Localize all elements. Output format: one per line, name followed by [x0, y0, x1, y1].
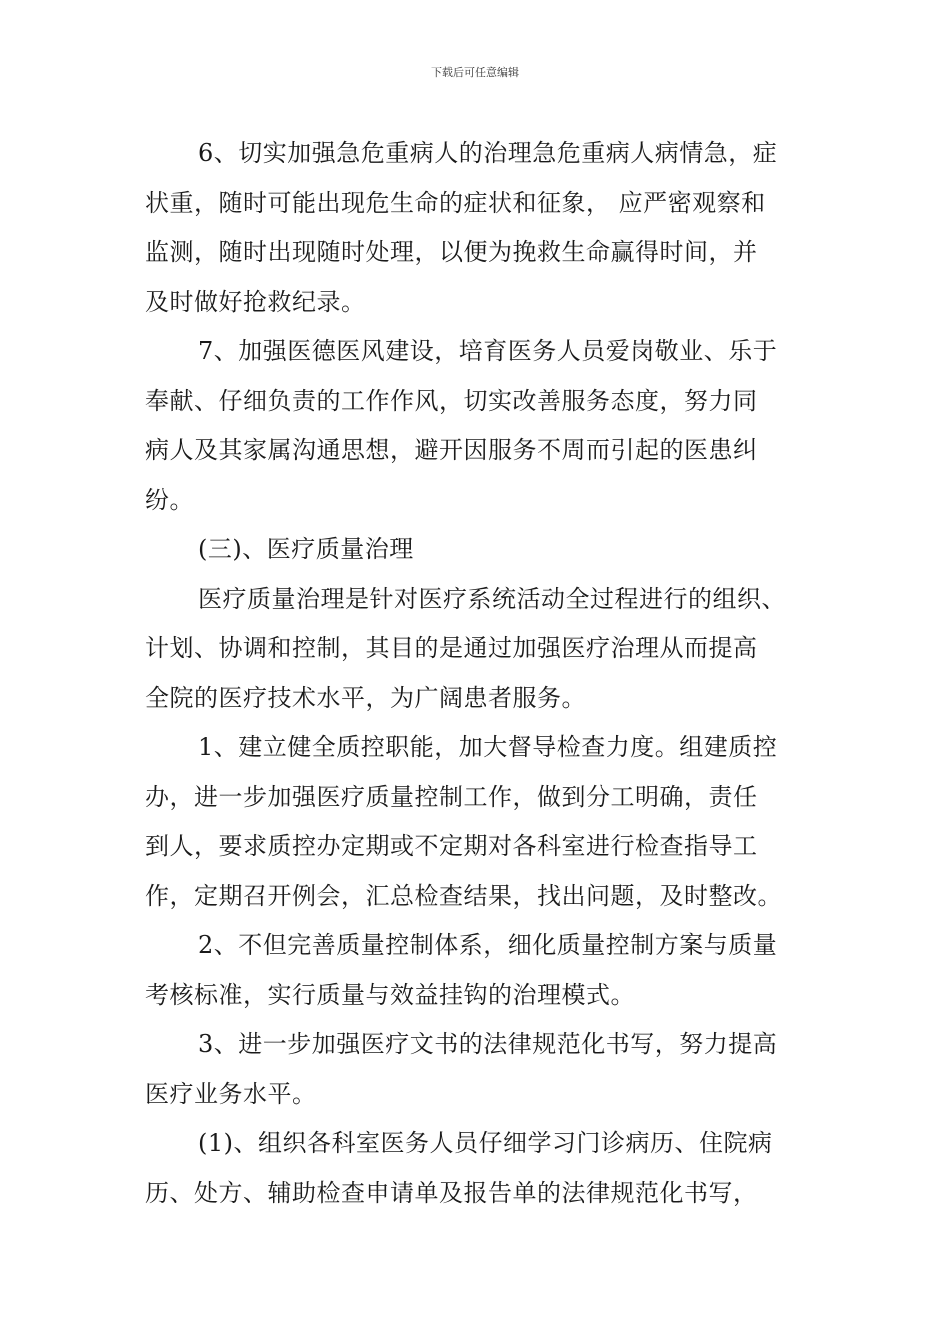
text-line: 7、加强医德医风建设，培育医务人员爱岗敬业、乐于: [198, 337, 778, 365]
text-line: 1、建立健全质控职能，加大督导检查力度。组建质控: [198, 733, 778, 761]
text-line: 医疗业务水平。: [145, 1079, 317, 1108]
text-line: 历、处方、辅助检查申请单及报告单的法律规范化书写，: [145, 1178, 758, 1207]
text-line: 医疗质量治理是针对医疗系统活动全过程进行的组织、: [198, 584, 786, 613]
text-line: 状重，随时可能出现危生命的症状和征象， 应严密观察和: [145, 188, 766, 217]
text-line: 计划、协调和控制，其目的是通过加强医疗治理从而提高: [145, 634, 758, 662]
text-line: 3、进一步加强医疗文书的法律规范化书写，努力提高: [198, 1030, 778, 1058]
body-text: [145, 129, 810, 1218]
text-line: 监测，随时出现随时处理，以便为挽救生命赢得时间，并: [145, 238, 758, 266]
text-line: 纷。: [145, 485, 194, 514]
text-line: 到人，要求质控办定期或不定期对各科室进行检查指导工: [145, 832, 758, 860]
text-line: 6、切实加强急危重病人的治理急危重病人病情急，症: [198, 139, 778, 167]
text-line: 考核标准，实行质量与效益挂钩的治理模式。: [145, 980, 635, 1009]
text-line: 及时做好抢救纪录。: [145, 287, 366, 316]
text-line: 奉献、仔细负责的工作作风，切实改善服务态度，努力同: [145, 386, 758, 415]
section-heading: (三)、医疗质量治理: [198, 535, 414, 563]
text-line: 全院的医疗技术水平，为广阔患者服务。: [145, 683, 586, 712]
page-header: 下载后可任意编辑: [431, 66, 519, 79]
text-line: 办，进一步加强医疗质量控制工作，做到分工明确，责任: [145, 782, 758, 811]
text-line: 作，定期召开例会，汇总检查结果，找出问题，及时整改。: [145, 881, 782, 910]
text-line: (1)、组织各科室医务人员仔细学习门诊病历、住院病: [198, 1129, 773, 1157]
text-line: 2、不但完善质量控制体系，细化质量控制方案与质量: [198, 931, 778, 959]
text-line: 病人及其家属沟通思想，避开因服务不周而引起的医患纠: [145, 436, 758, 464]
